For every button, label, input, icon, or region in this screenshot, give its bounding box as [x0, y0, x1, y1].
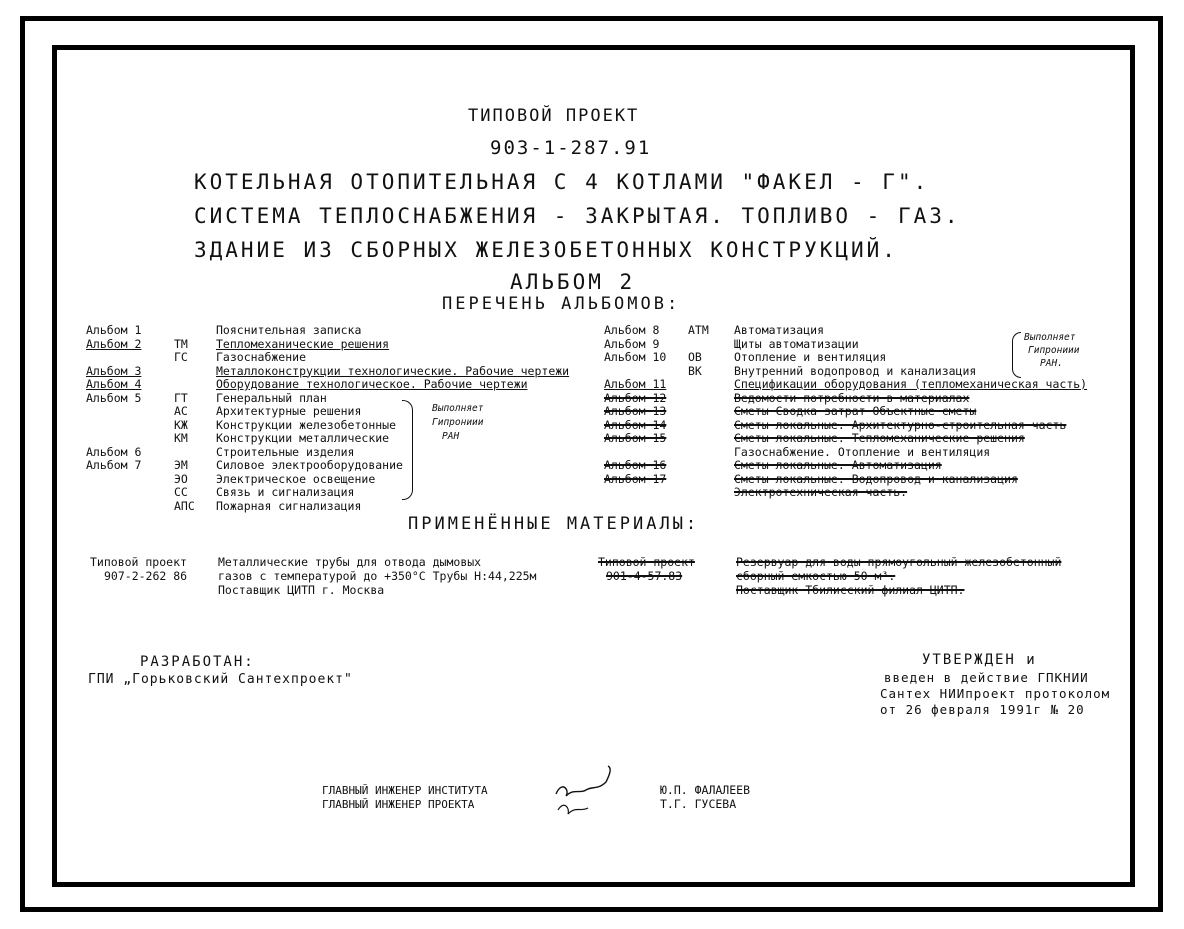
- materials-right-ref-1: Типовой проект: [598, 555, 695, 569]
- signature-name-1: Ю.П. ФАЛАЛЕЕВ: [660, 783, 751, 797]
- right-note-1: Выполняет: [1024, 332, 1076, 343]
- album-row-code: ТМ: [174, 336, 188, 351]
- album-row-title: Конструкции металлические: [216, 431, 390, 445]
- album-row-title: Оборудование технологическое. Рабочие чертежи: [216, 377, 528, 391]
- album-row-title: Ведомости потребности в материалах: [734, 390, 970, 405]
- doc-type: ТИПОВОЙ ПРОЕКТ: [468, 106, 640, 126]
- signature-role-2: ГЛАВНЫЙ ИНЖЕНЕР ПРОЕКТА: [322, 798, 475, 811]
- materials-left-desc-2: газов с температурой до +350°С Трубы Н:44,225м: [218, 569, 537, 583]
- materials-left-ref-1: Типовой проект: [90, 555, 187, 569]
- album-row-code: ЭО: [174, 471, 188, 486]
- left-note-2: Гипрониии: [432, 417, 484, 428]
- album-row-title: Сметы локальные. Автоматизация: [734, 458, 942, 472]
- album-row-album: Альбом 9: [604, 336, 660, 351]
- album-row-album: Альбом 14: [604, 417, 667, 432]
- album-row-code: ОВ: [688, 350, 702, 364]
- album-row-code: СС: [174, 485, 188, 499]
- album-row-title: Отопление и вентиляция: [734, 350, 887, 364]
- album-row-album: Альбом 3: [86, 363, 142, 378]
- album-row-title: Генеральный план: [216, 390, 327, 405]
- left-note-1: Выполняет: [432, 403, 484, 414]
- signature-name-2: Т.Г. ГУСЕВА: [660, 797, 737, 811]
- approved-line-2: введен в действие ГПКНИИ: [884, 670, 1089, 685]
- album-row-title: Тепломеханические решения: [216, 336, 390, 351]
- developed-label: РАЗРАБОТАН:: [140, 654, 255, 670]
- album-row-album: Альбом 5: [86, 390, 142, 405]
- album-row-album: Альбом 7: [86, 458, 142, 472]
- album-row-code: ВК: [688, 363, 702, 378]
- materials-left-desc-1: Металлические трубы для отвода дымовых: [218, 555, 482, 569]
- signature-graphic: [548, 760, 618, 818]
- right-note-3: РАН.: [1040, 358, 1063, 369]
- album-row-album: Альбом 13: [604, 404, 667, 418]
- album-row-title: Строительные изделия: [216, 444, 355, 459]
- album-row-album: Альбом 4: [86, 377, 142, 391]
- album-row-title: Газоснабжение: [216, 350, 307, 364]
- album-row-title: Металлоконструкции технологические. Рабочие чертежи: [216, 363, 570, 378]
- approved-line-1: УТВЕРЖДЕН и: [922, 652, 1037, 668]
- album-row-title: Газоснабжение. Отопление и вентиляция: [734, 444, 991, 459]
- album-row-album: Альбом 6: [86, 444, 142, 459]
- album-row-title: Сметы локальные. Водопровод и канализация: [734, 471, 1018, 486]
- right-note-2: Гипрониии: [1028, 345, 1080, 356]
- materials-right-desc-3: Поставщик Тбилисский филиал ЦИТП.: [736, 583, 965, 597]
- album-row-title: Спецификации оборудования (тепломеханическая часть): [734, 377, 1088, 391]
- album-row-code: КМ: [174, 431, 188, 445]
- album-row-album: Альбом 12: [604, 390, 667, 405]
- album-row-album: Альбом 17: [604, 471, 667, 486]
- album-row-code: ГТ: [174, 390, 188, 405]
- materials-right-desc-2: сборный емкостью 50 м³.: [736, 569, 896, 583]
- album-row-title: Сметы локальные. Тепломеханические решения: [734, 431, 1025, 445]
- album-row-album: Альбом 15: [604, 431, 667, 445]
- materials-title: ПРИМЕНЁННЫЕ МАТЕРИАЛЫ:: [408, 514, 700, 534]
- album-row-title: Электрическое освещение: [216, 471, 376, 486]
- developed-org: ГПИ „Горьковский Сантехпроект": [88, 672, 353, 687]
- album-row-album: Альбом 2: [86, 336, 142, 351]
- album-row-album: Альбом 16: [604, 458, 667, 472]
- album-row-title: Конструкции железобетонные: [216, 417, 397, 432]
- album-row-title: Архитектурные решения: [216, 404, 362, 418]
- left-brace: [402, 400, 413, 500]
- album-row-title: Сметы локальные. Архитектурно-строительная часть: [734, 417, 1067, 432]
- album-row-title: Автоматизация: [734, 323, 825, 337]
- title-line-1: КОТЕЛЬНАЯ ОТОПИТЕЛЬНАЯ С 4 КОТЛАМИ "ФАКЕЛ - Г".: [194, 170, 930, 194]
- approved-line-4: от 26 февраля 1991г № 20: [880, 702, 1085, 717]
- materials-left-desc-3: Поставщик ЦИТП г. Москва: [218, 583, 385, 597]
- album-row-title: Внутренний водопровод и канализация: [734, 363, 977, 378]
- title-line-3: ЗДАНИЕ ИЗ СБОРНЫХ ЖЕЛЕЗОБЕТОННЫХ КОНСТРУКЦИЙ.: [194, 238, 898, 262]
- album-row-title: Пояснительная записка: [216, 323, 362, 337]
- album-row-code: АТМ: [688, 323, 709, 337]
- signature-role-1: ГЛАВНЫЙ ИНЖЕНЕР ИНСТИТУТА: [322, 784, 488, 797]
- album-row-title: Сметы Сводка затрат Объектные сметы: [734, 404, 977, 418]
- project-number: 903-1-287.91: [490, 137, 652, 159]
- album-row-code: КЖ: [174, 417, 188, 432]
- album-row-album: Альбом 1: [86, 323, 142, 337]
- album-row-code: ЭМ: [174, 458, 188, 472]
- album-number: АЛЬБОМ 2: [510, 270, 636, 294]
- album-row-album: Альбом 8: [604, 323, 660, 337]
- album-row-code: АПС: [174, 498, 195, 513]
- approved-line-3: Сантех НИИпроект протоколом: [880, 686, 1111, 701]
- album-list-title: ПЕРЕЧЕНЬ АЛЬБОМОВ:: [442, 294, 681, 314]
- right-brace: [1012, 332, 1021, 378]
- album-row-album: Альбом 10: [604, 350, 667, 364]
- album-row-album: Альбом 11: [604, 377, 667, 391]
- album-row-title: Электротехническая часть.: [734, 485, 908, 499]
- album-row-title: Связь и сигнализация: [216, 485, 355, 499]
- album-row-code: ГС: [174, 350, 188, 364]
- materials-right-ref-2: 901-4-57.83: [606, 569, 683, 583]
- materials-left-ref-2: 907-2-262 86: [104, 569, 188, 583]
- album-row-title: Щиты автоматизации: [734, 336, 859, 351]
- materials-right-desc-1: Резервуар для воды прямоугольный железобетонный: [736, 555, 1062, 569]
- left-note-3: РАН: [442, 431, 460, 442]
- album-row-title: Пожарная сигнализация: [216, 498, 362, 513]
- album-row-title: Силовое электрооборудование: [216, 458, 403, 472]
- album-row-code: АС: [174, 404, 188, 418]
- title-line-2: СИСТЕМА ТЕПЛОСНАБЖЕНИЯ - ЗАКРЫТАЯ. ТОПЛИВО - ГАЗ.: [194, 204, 961, 228]
